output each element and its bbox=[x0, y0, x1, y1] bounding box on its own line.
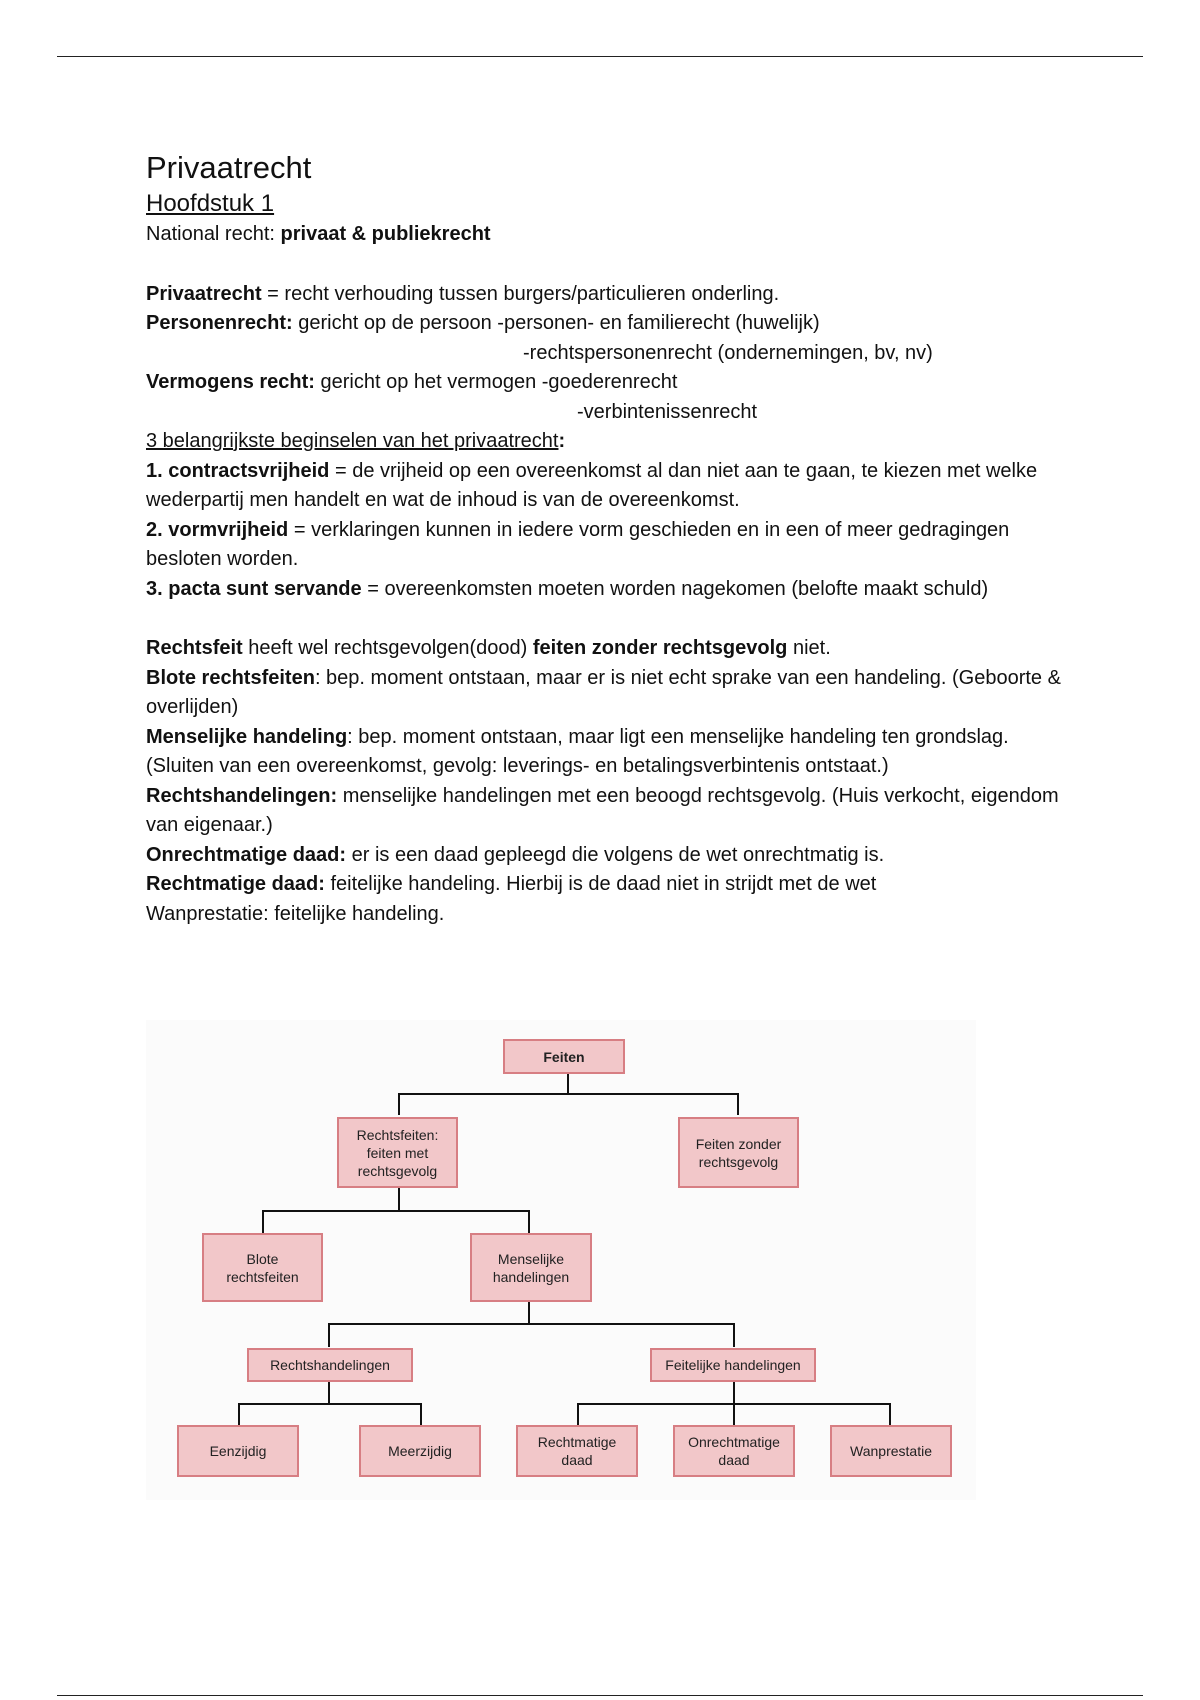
national-recht-line: National recht: privaat & publiekrecht bbox=[146, 223, 491, 245]
connector-line bbox=[328, 1323, 735, 1325]
personenrecht-definition: Personenrecht: gericht op de persoon -personen- en familierecht (huwelijk) bbox=[146, 312, 820, 334]
connector-line bbox=[420, 1403, 422, 1425]
node-rechtshandelingen: Rechtshandelingen bbox=[247, 1348, 413, 1382]
connector-line bbox=[577, 1403, 579, 1425]
connector-line bbox=[528, 1210, 530, 1233]
page-title: Privaatrecht bbox=[146, 150, 312, 185]
principle-item: 1. contractsvrijheid = de vrijheid op een overeenkomst al dan niet aan te gaan, te kiezen met welke wederpartij men handelt en wat de inhoud is van de overeenkomst. bbox=[146, 459, 1038, 511]
node-menselijke-handelingen: Menselijke handelingen bbox=[470, 1233, 592, 1302]
principle-item: 3. pacta sunt servande = overeenkomsten moeten worden nagekomen (belofte maakt schuld) bbox=[146, 577, 989, 600]
menselijke-handeling-definition: Menselijke handeling: bep. moment ontstaan, maar ligt een menselijke handeling ten grondslag. (Sluiten van een overeenkomst, gevolg: leverings- en betalingsverbintenis ontstaat.) bbox=[146, 725, 1009, 777]
connector-line bbox=[238, 1403, 240, 1425]
privaatrecht-definition: Privaatrecht = recht verhouding tussen burgers/particulieren onderling. bbox=[146, 282, 780, 305]
connector-line bbox=[262, 1210, 264, 1233]
node-feitelijke-handelingen: Feitelijke handelingen bbox=[650, 1348, 816, 1382]
connector-line bbox=[328, 1381, 330, 1403]
rechtshandelingen-definition: Rechtshandelingen: menselijke handelingen met een beoogd rechtsgevolg. (Huis verkocht, eigendom van eigenaar.) bbox=[146, 784, 1059, 836]
rechtmatige-daad-definition: Rechtmatige daad: feitelijke handeling. Hierbij is de daad niet in strijdt met de wet bbox=[146, 873, 877, 895]
connector-line bbox=[528, 1301, 530, 1323]
blote-rechtsfeiten-definition: Blote rechtsfeiten: bep. moment ontstaan, maar er is niet echt sprake van een handeling. (Geboorte & overlijden) bbox=[146, 666, 1061, 718]
connector-line bbox=[737, 1093, 739, 1115]
node-blote-rechtsfeiten: Blote rechtsfeiten bbox=[202, 1233, 323, 1302]
connector-line bbox=[238, 1403, 422, 1405]
principles-heading: 3 belangrijkste beginselen van het privaatrecht: bbox=[146, 430, 566, 452]
node-rechtmatige-daad: Rechtmatige daad bbox=[516, 1425, 638, 1477]
vermogensrecht-definition: Vermogens recht: gericht op het vermogen -goederenrecht bbox=[146, 371, 678, 393]
vermogensrecht-continuation: -verbintenissenrecht bbox=[577, 400, 758, 423]
node-wanprestatie: Wanprestatie bbox=[830, 1425, 952, 1477]
wanprestatie-definition: Wanprestatie: feitelijke handeling. bbox=[146, 902, 445, 925]
connector-line bbox=[262, 1210, 530, 1212]
node-onrechtmatige-daad: Onrechtmatige daad bbox=[673, 1425, 795, 1477]
connector-line bbox=[328, 1323, 330, 1347]
rechtsfeit-definition: Rechtsfeit heeft wel rechtsgevolgen(dood) feiten zonder rechtsgevolg niet. bbox=[146, 637, 831, 659]
connector-line bbox=[567, 1073, 569, 1093]
facts-tree-diagram bbox=[146, 1020, 976, 1500]
document-body bbox=[146, 148, 1076, 929]
node-feiten: Feiten bbox=[503, 1039, 625, 1074]
node-meerzijdig: Meerzijdig bbox=[359, 1425, 481, 1477]
chapter-heading: Hoofdstuk 1 bbox=[146, 190, 275, 217]
principle-item: 2. vormvrijheid = verklaringen kunnen in iedere vorm geschieden en in een of meer gedragingen besloten worden. bbox=[146, 518, 1010, 570]
node-rechtsfeiten: Rechtsfeiten: feiten met rechtsgevolg bbox=[337, 1117, 458, 1188]
connector-line bbox=[398, 1093, 400, 1115]
node-feiten-zonder-rechtsgevolg: Feiten zonder rechtsgevolg bbox=[678, 1117, 799, 1188]
footer-rule bbox=[57, 1695, 1143, 1696]
connector-line bbox=[733, 1323, 735, 1347]
onrechtmatige-daad-definition: Onrechtmatige daad: er is een daad gepleegd die volgens de wet onrechtmatig is. bbox=[146, 843, 885, 866]
connector-line bbox=[577, 1403, 891, 1405]
connector-line bbox=[398, 1093, 739, 1095]
node-eenzijdig: Eenzijdig bbox=[177, 1425, 299, 1477]
connector-line bbox=[398, 1188, 400, 1210]
connector-line bbox=[889, 1403, 891, 1425]
personenrecht-continuation: -rechtspersonenrecht (ondernemingen, bv, nv) bbox=[523, 341, 933, 364]
header-rule bbox=[57, 56, 1143, 57]
